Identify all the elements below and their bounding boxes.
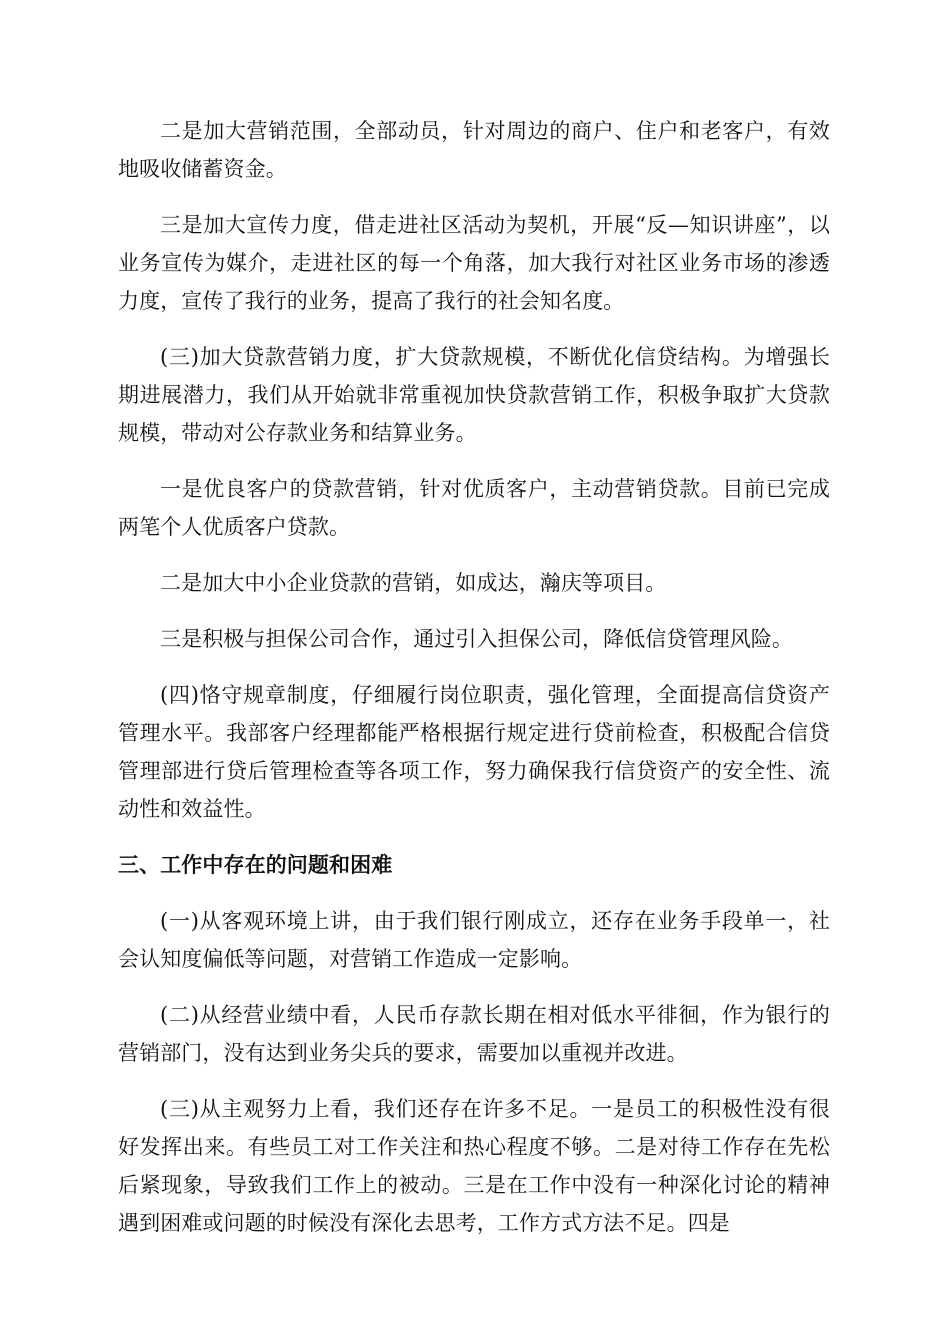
paragraph-savings-marketing: 二是加大营销范围，全部动员，针对周边的商户、住户和老客户，有效地吸收储蓄资金。 bbox=[118, 119, 830, 181]
paragraph-objective-environment: (一)从客观环境上讲，由于我们银行刚成立，还存在业务手段单一，社会认知度偏低等问题，对营销工作造成一定影响。 bbox=[118, 909, 830, 971]
document-body bbox=[118, 112, 830, 1260]
paragraph-business-performance: (二)从经营业绩中看，人民币存款长期在相对低水平徘徊，作为银行的营销部门，没有达到业务尖兵的要求，需要加以重视并改进。 bbox=[118, 1003, 830, 1065]
paragraph-quality-clients: 一是优良客户的贷款营销，针对优质客户，主动营销贷款。目前已完成两笔个人优质客户贷款。 bbox=[118, 477, 830, 539]
paragraph-community-promotion: 三是加大宣传力度，借走进社区活动为契机，开展“反—知识讲座”，以业务宣传为媒介，走进社区的每一个角落，加大我行对社区业务市场的渗透力度，宣传了我行的业务，提高了我行的社会知名度。 bbox=[118, 213, 830, 313]
paragraph-subjective-effort: (三)从主观努力上看，我们还存在许多不足。一是员工的积极性没有很好发挥出来。有些员工对工作关注和热心程度不够。二是对待工作存在先松后紧现象，导致我们工作上的被动。三是在工作中没有一种深化讨论的精神遇到困难或问题的时候没有深化去思考，工作方式方法不足。四是 bbox=[118, 1097, 830, 1235]
section-heading-problems: 三、工作中存在的问题和困难 bbox=[118, 853, 393, 877]
paragraph-regulations: (四)恪守规章制度，仔细履行岗位职责，强化管理，全面提高信贷资产管理水平。我部客户经理都能严格根据行规定进行贷前检查，积极配合信贷管理部进行贷后管理检查等各项工作，努力确保我行信贷资产的安全性、流动性和效益性。 bbox=[118, 683, 830, 821]
paragraph-sme-loans: 二是加大中小企业贷款的营销，如成达，瀚庆等项目。 bbox=[160, 571, 667, 595]
paragraph-guarantee-cooperation: 三是积极与担保公司合作，通过引入担保公司，降低信贷管理风险。 bbox=[160, 627, 793, 651]
paragraph-loan-marketing: (三)加大贷款营销力度，扩大贷款规模，不断优化信贷结构。为增强长期进展潜力，我们从开始就非常重视加快贷款营销工作，积极争取扩大贷款规模，带动对公存款业务和结算业务。 bbox=[118, 345, 830, 445]
